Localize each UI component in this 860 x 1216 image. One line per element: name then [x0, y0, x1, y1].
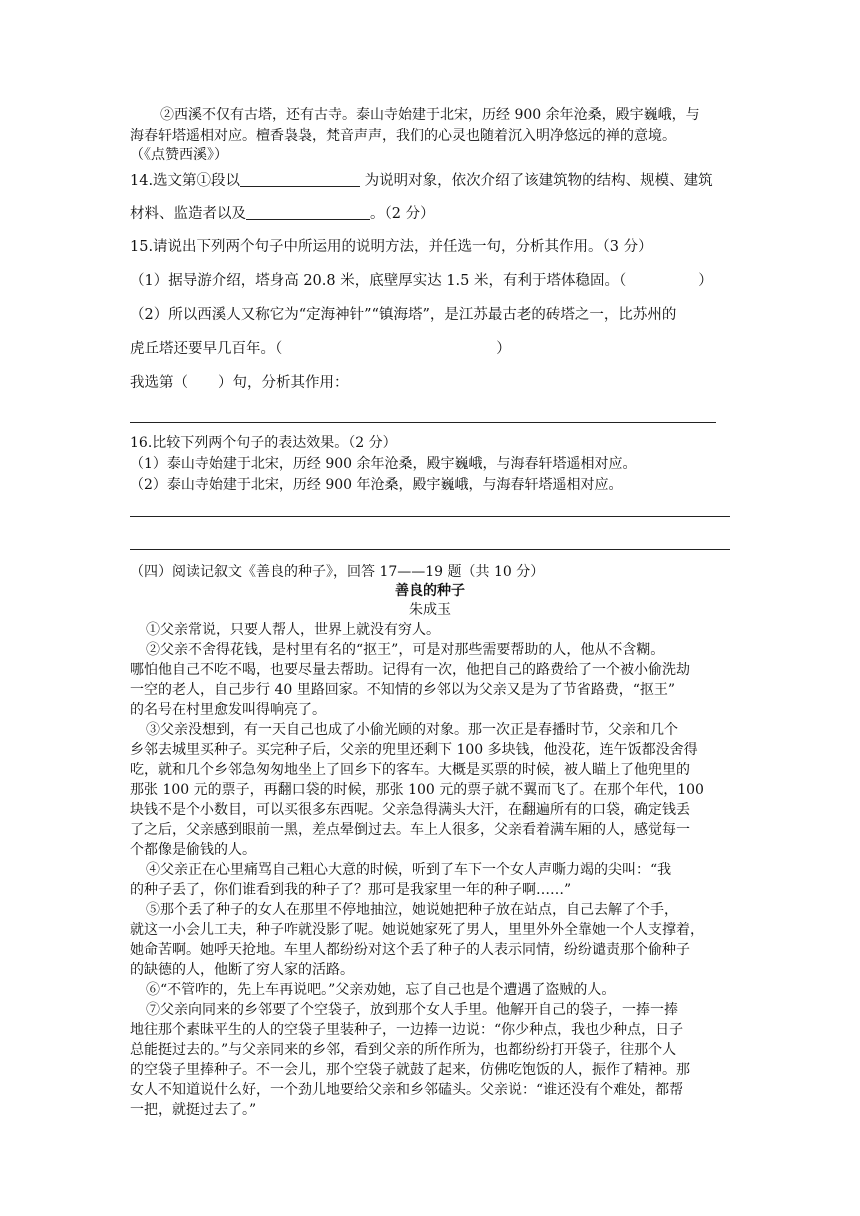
question-16-answer-line-2[interactable] — [130, 549, 730, 550]
question-16-sentence-2: （2）泰山寺始建于北宋，历经 900 年沧桑，殿宇巍峨，与海春轩塔遥相对应。 — [130, 477, 623, 493]
story-line-16: 就这一小会儿工夫，种子咋就没影了呢。她说她家死了男人，里里外外全靠她一个人支撑着， — [130, 922, 704, 938]
story-line-20: ⑦父亲向同来的乡邻要了个空袋子，放到那个女人手里。他解开自己的袋子，一捧一捧 — [146, 1002, 678, 1018]
question-14-line-1 — [130, 172, 730, 190]
question-14-text-d: 。（2 分） — [370, 206, 435, 222]
question-15-choice-text-a: 我选第（ — [130, 375, 188, 391]
story-line-06: ③父亲没想到，有一天自己也成了小偷光顾的对象。那一次正是春播时节，父亲和几个 — [146, 722, 678, 738]
story-line-18: 的缺德的人，他断了穷人家的活路。 — [130, 962, 354, 978]
story-line-05: 的名号在村里愈发叫得响亮了。 — [130, 702, 326, 718]
question-15-sentence-2-line-2 — [130, 340, 730, 358]
question-16-sentence-1: （1）泰山寺始建于北宋，历经 900 余年沧桑，殿宇巍峨，与海春轩塔遥相对应。 — [130, 456, 637, 472]
story-line-03: 哪怕他自己不吃不喝，也要尽量去帮助。记得有一次，他把自己的路费给了一个被小偷洗劫 — [130, 662, 690, 678]
story-line-14: 的种子丢了，你们谁看到我的种子了？那可是我家里一年的种子啊……” — [130, 882, 572, 898]
section-4-intro: （四）阅读记叙文《善良的种子》，回答 17——19 题（共 10 分） — [130, 564, 545, 580]
question-14-blank-1[interactable] — [240, 172, 360, 187]
story-line-01: ①父亲常说，只要人帮人，世界上就没有穷人。 — [146, 622, 440, 638]
question-16-stem: 16.比较下列两个句子的表达效果。（2 分） — [130, 435, 397, 451]
story-line-13: ④父亲正在心里痛骂自己粗心大意的时候，听到了车下一个女人声嘶力竭的尖叫：“我 — [146, 862, 672, 878]
question-14-text-a: 14.选文第①段以 — [130, 173, 241, 189]
story-line-25: 一把，就挺过去了。” — [130, 1102, 257, 1118]
story-line-09: 那张 100 元的票子，再翻口袋的时候，那张 100 元的票子就不翼而飞了。在那个年代，100 — [130, 782, 704, 798]
story-line-10: 块钱不是个小数目，可以买很多东西呢。父亲急得满头大汗，在翻遍所有的口袋，确定钱丢 — [130, 802, 690, 818]
question-14-blank-2[interactable] — [246, 205, 370, 220]
question-15-sentence-2-text: 虎丘塔还要早几百年。（ — [130, 341, 283, 357]
question-14-text-b: 为说明对象，依次介绍了该建筑物的结构、规模、建筑 — [360, 173, 713, 189]
passage-source: （《点赞西溪》） — [130, 147, 228, 163]
story-author: 朱成玉 — [409, 602, 451, 618]
question-15-sentence-2-line-1: （2）所以西溪人又称它为“定海神针”“镇海塔”，是江苏最古老的砖塔之一，比苏州的 — [130, 307, 677, 323]
question-16-answer-line-1[interactable] — [130, 516, 730, 517]
question-15-sentence-2-close: ） — [496, 341, 511, 357]
story-line-24: 女人不知道说什么好，一个劲儿地要给父亲和乡邻磕头。父亲说：“谁还没有个难处，都帮 — [130, 1082, 684, 1098]
story-line-21: 地往那个素昧平生的人的空袋子里装种子，一边捧一边说：“你少种点，我也少种点，日子 — [130, 1022, 684, 1038]
story-line-02: ②父亲不舍得花钱，是村里有名的“抠王”，可是对那些需要帮助的人，他从不含糊。 — [146, 642, 665, 658]
question-15-choice-line — [130, 374, 730, 392]
story-line-23: 的空袋子里捧种子。不一会儿，那个空袋子就鼓了起来，仿佛吃饱饭的人，振作了精神。那 — [130, 1062, 690, 1078]
passage-paragraph-2-line-1: ②西溪不仅有古塔，还有古寺。泰山寺始建于北宋，历经 900 余年沧桑，殿宇巍峨，与 — [160, 107, 700, 123]
question-15-answer-line[interactable] — [130, 422, 716, 423]
question-15-choice-text-b: ）句，分析其作用： — [218, 375, 349, 391]
question-14-text-c: 材料、监造者以及 — [130, 206, 246, 222]
story-title: 善良的种子 — [395, 583, 465, 599]
question-15-stem: 15.请说出下列两个句子中所运用的说明方法，并任选一句，分析其作用。（3 分） — [130, 239, 653, 255]
story-line-19: ⑥“不管咋的，先上车再说吧。”父亲劝她，忘了自己也是个遭遇了盗贼的人。 — [146, 982, 616, 998]
question-15-sentence-1 — [130, 272, 730, 290]
story-line-17: 她命苦啊。她呼天抢地。车里人都纷纷对这个丢了种子的人表示同情，纷纷谴责那个偷种子 — [130, 942, 690, 958]
story-line-08: 吃，就和几个乡邻急匆匆地坐上了回乡下的客车。大概是买票的时候，被人瞄上了他兜里的 — [130, 762, 690, 778]
story-line-04: 一空的老人，自己步行 40 里路回家。不知情的乡邻以为父亲又是为了节省路费，“抠王” — [130, 682, 676, 698]
story-line-11: 了之后，父亲感到眼前一黑，差点晕倒过去。车上人很多，父亲看着满车厢的人，感觉每一 — [130, 822, 690, 838]
question-15-sentence-1-close: ） — [698, 273, 713, 289]
question-14-line-2 — [130, 205, 730, 223]
passage-paragraph-2-line-2: 海春轩塔遥相对应。檀香袅袅，梵音声声，我们的心灵也随着沉入明净悠远的禅的意境。 — [130, 128, 676, 144]
story-line-07: 乡邻去城里买种子。买完种子后，父亲的兜里还剩下 100 多块钱，他没花，连午饭都没舍得 — [130, 742, 698, 758]
story-line-22: 总能挺过去的。”与父亲同来的乡邻，看到父亲的所作所为，也都纷纷打开袋子，往那个人 — [130, 1042, 677, 1058]
story-line-12: 个都像是偷钱的人。 — [130, 842, 256, 858]
story-line-15: ⑤那个丢了种子的女人在那里不停地抽泣，她说她把种子放在站点，自己去解了个手， — [146, 902, 678, 918]
question-15-sentence-1-text: （1）据导游介绍，塔身高 20.8 米，底壁厚实达 1.5 米，有利于塔体稳固。（ — [130, 273, 627, 289]
